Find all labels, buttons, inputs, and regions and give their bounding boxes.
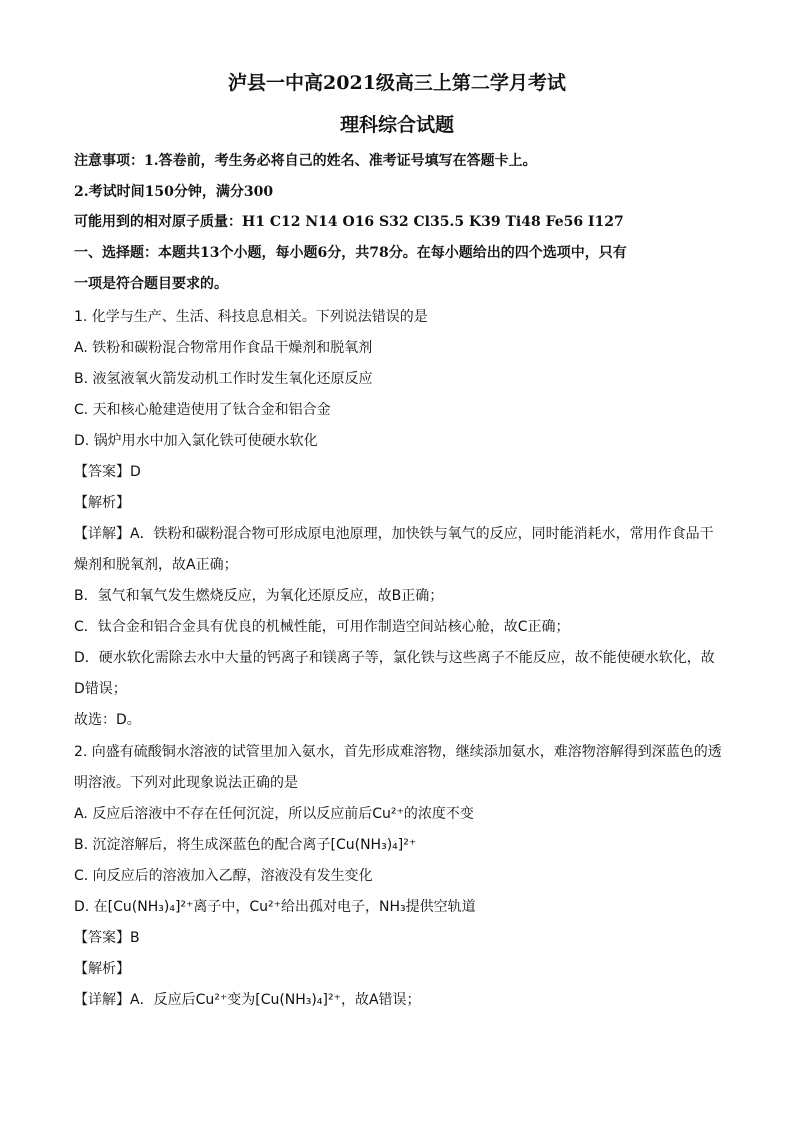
question-2-detail-line: 【详解】A．反应后Cu²⁺变为[Cu(NH₃)₄]²⁺，故A错误； bbox=[74, 992, 421, 1008]
question-1-analysis-heading: 【解析】 bbox=[74, 495, 130, 511]
section-heading-line-2: 一项是符合题目要求的。 bbox=[74, 276, 228, 292]
question-1-option-b: B. 液氢液氧火箭发动机工作时发生氧化还原反应 bbox=[74, 371, 373, 387]
question-1-option-a: A. 铁粉和碳粉混合物常用作食品干燥剂和脱氧剂 bbox=[74, 340, 373, 356]
atomic-mass-line: 可能用到的相对原子质量：H1 C12 N14 O16 S32 Cl35.5 K39 Ti48 Fe56 I127 bbox=[74, 214, 624, 230]
question-1-conclusion: 故选：D。 bbox=[74, 712, 141, 728]
question-1-detail-line: 【详解】A．铁粉和碳粉混合物可形成原电池原理，加快铁与氧气的反应，同时能消耗水，常用作食品干 bbox=[74, 526, 714, 542]
question-2-option-c: C. 向反应后的溶液加入乙醇，溶液没有发生变化 bbox=[74, 868, 373, 884]
question-1-answer: 【答案】D bbox=[74, 464, 141, 480]
question-1-detail-line: 燥剂和脱氧剂，故A正确； bbox=[74, 557, 238, 573]
question-1-detail-line: D错误； bbox=[74, 681, 127, 697]
question-1-option-c: C. 天和核心舱建造使用了钛合金和铝合金 bbox=[74, 402, 331, 418]
notice-line-1: 注意事项：1.答卷前，考生务必将自己的姓名、准考证号填写在答题卡上。 bbox=[74, 153, 537, 169]
question-2-option-b: B. 沉淀溶解后，将生成深蓝色的配合离子[Cu(NH₃)₄]²⁺ bbox=[74, 837, 417, 853]
question-1-detail-line: D．硬水软化需除去水中大量的钙离子和镁离子等，氯化铁与这些离子不能反应，故不能使硬水软化，故 bbox=[74, 650, 715, 666]
question-1-stem: 1. 化学与生产、生活、科技息息相关。下列说法错误的是 bbox=[74, 309, 428, 325]
section-heading-line-1: 一、选择题：本题共13个小题，每小题6分，共78分。在每小题给出的四个选项中，只有 bbox=[74, 245, 627, 261]
question-1-detail-line: C．钛合金和铝合金具有优良的机械性能，可用作制造空间站核心舱，故C正确； bbox=[74, 619, 570, 635]
question-2-option-a: A. 反应后溶液中不存在任何沉淀，所以反应前后Cu²⁺的浓度不变 bbox=[74, 806, 474, 822]
page-title: 泸县一中高2021级高三上第二学月考试 bbox=[228, 72, 566, 94]
question-2-analysis-heading: 【解析】 bbox=[74, 961, 130, 977]
question-1-option-d: D. 锅炉用水中加入氯化铁可使硬水软化 bbox=[74, 433, 318, 449]
question-2-answer: 【答案】B bbox=[74, 930, 140, 946]
question-1-detail-line: B．氢气和氧气发生燃烧反应，为氧化还原反应，故B正确； bbox=[74, 588, 444, 604]
notice-line-2: 2.考试时间150分钟，满分300 bbox=[74, 184, 274, 200]
question-2-stem-line-2: 明溶液。下列对此现象说法正确的是 bbox=[74, 775, 298, 791]
question-2-option-d: D. 在[Cu(NH₃)₄]²⁺离子中，Cu²⁺给出孤对电子，NH₃提供空轨道 bbox=[74, 899, 476, 915]
question-2-stem-line-1: 2. 向盛有硫酸铜水溶液的试管里加入氨水，首先形成难溶物，继续添加氨水，难溶物溶解得到深蓝色的透 bbox=[74, 744, 722, 760]
page-subtitle: 理科综合试题 bbox=[339, 114, 454, 136]
